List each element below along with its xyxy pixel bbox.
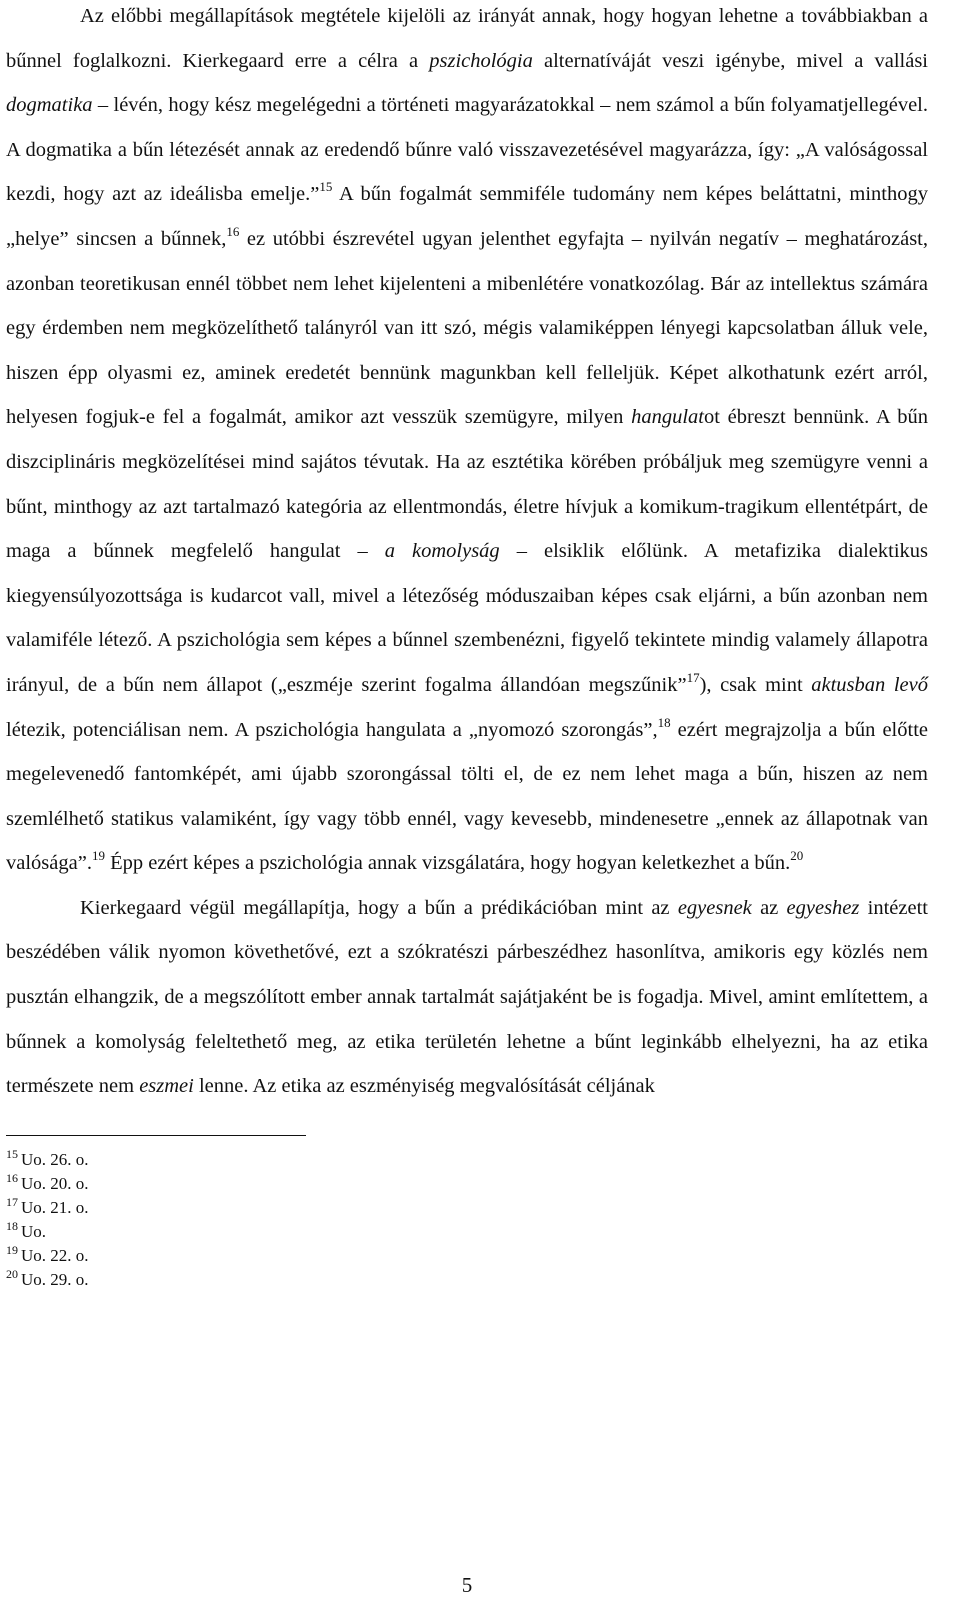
italic-text: egyeshez bbox=[786, 896, 860, 919]
footnote-reference: 16 bbox=[226, 223, 240, 239]
paragraph-text: ot ébreszt bennünk. A bűn diszciplináris megközelítései mind sajátos tévutak. Ha az esztétika körében próbáljuk meg szemügyre venni a bűnt, minthogy az azt tartalmazó kategória az ellentmondás, életre hívjuk a komikum-tragikum ellentétpárt, de maga a bűnnek megfelelő hangulat – bbox=[6, 406, 928, 563]
footnote-reference: 19 bbox=[91, 848, 105, 864]
footnote-number: 15 bbox=[6, 1146, 18, 1161]
body-paragraph bbox=[6, 0, 928, 886]
footnote-text: Uo. 29. o. bbox=[21, 1269, 89, 1289]
footnote-reference: 15 bbox=[319, 179, 333, 195]
footnote bbox=[6, 1148, 928, 1172]
footnote-separator bbox=[6, 1135, 306, 1136]
paragraph-text: – lévén, hogy kész megelégedni a történeti magyarázatokkal – nem számol a bűn folyamatjellegével. A dogmatika a bűn létezését annak az eredendő bűnre való visszavezetésével magyarázza, így: „A valóságossal kezdi, hogy azt az ideálisba emelje.” bbox=[6, 94, 928, 206]
footnote-reference: 20 bbox=[790, 848, 804, 864]
paragraph-text: alternatíváját veszi igénybe, mivel a vallási bbox=[532, 49, 928, 72]
italic-text: pszichológia bbox=[429, 49, 533, 72]
paragraph-text: Épp ezért képes a pszichológia annak vizsgálatára, hogy hogyan keletkezhet a bűn. bbox=[104, 852, 791, 875]
italic-text: a komolyság bbox=[384, 540, 500, 563]
paragraph-text: ), csak mint bbox=[699, 673, 812, 696]
italic-text: dogmatika bbox=[6, 94, 93, 117]
footnote-number: 17 bbox=[6, 1194, 18, 1209]
paragraph-text: Kierkegaard végül megállapítja, hogy a bűn a prédikációban mint az bbox=[80, 896, 678, 919]
footnote-list bbox=[6, 1148, 928, 1292]
footnote bbox=[6, 1220, 928, 1244]
paragraph-text: ezért megrajzolja a bűn előtte megelevenedő fantomképét, ami újabb szorongással tölti el, de ez nem lehet maga a bűn, hiszen az nem szemlélhető statikus valamiként, így vagy több ennél, vagy kevesebb, mindenesetre „ennek az állapotnak van valósága”. bbox=[6, 718, 928, 875]
footnote-number: 19 bbox=[6, 1242, 18, 1257]
footnote-number: 18 bbox=[6, 1218, 18, 1233]
footnote-text: Uo. 21. o. bbox=[21, 1197, 89, 1217]
body-text bbox=[6, 0, 928, 1109]
footnote-text: Uo. 22. o. bbox=[21, 1245, 89, 1265]
paragraph-text: intézett beszédében válik nyomon követhetővé, ezt a szókratészi párbeszédhez hasonlítva, amikoris egy közlés nem pusztán elhangzik, de a megszólított ember annak tartalmát sajátjaként be is fogadja. Mivel, amint említettem, a bűnnek a komolyság feleltethető meg, az etika területén lehetne a bűnt leginkább elhelyezni, ha az etika természete nem bbox=[6, 896, 928, 1098]
italic-text: hangulat bbox=[631, 406, 704, 429]
paragraph-text: létezik, potenciálisan nem. A pszichológia hangulata a „nyomozó szorongás”, bbox=[6, 718, 658, 741]
document-page bbox=[6, 0, 928, 1292]
footnote-text: Uo. 26. o. bbox=[21, 1149, 89, 1169]
footnote-number: 16 bbox=[6, 1170, 18, 1185]
footnote-text: Uo. 20. o. bbox=[21, 1173, 89, 1193]
paragraph-text: az bbox=[751, 896, 787, 919]
footnote-reference: 17 bbox=[686, 669, 700, 685]
footnote-number: 20 bbox=[6, 1266, 18, 1281]
footnote bbox=[6, 1172, 928, 1196]
footnote-text: Uo. bbox=[21, 1221, 47, 1241]
footnote bbox=[6, 1244, 928, 1268]
paragraph-text: ez utóbbi észrevétel ugyan jelenthet egyfajta – nyilván negatív – meghatározást, azonban teoretikusan ennél többet nem lehet kijelenteni a mibenlétére vonatkozólag. Bár az intellektus számára egy érdemben nem megközelíthető talányról van itt szó, mégis valamiképpen lényegi kapcsolatban álluk vele, hiszen épp olyasmi ez, aminek eredetét bennünk magunkban kell felleljük. Képet alkothatunk ezért arról, helyesen fogjuk-e fel a fogalmát, amikor azt vesszük szemügyre, milyen bbox=[6, 227, 929, 429]
paragraph-text: A bűn fogalmát semmiféle tudomány nem képes beláttatni, minthogy „helye” sincsen a bűnnek, bbox=[6, 183, 929, 250]
footnote-reference: 18 bbox=[657, 714, 671, 730]
footnote bbox=[6, 1196, 928, 1220]
paragraph-text: lenne. Az etika az eszményiség megvalósítását céljának bbox=[193, 1075, 655, 1098]
body-paragraph bbox=[6, 886, 928, 1109]
italic-text: egyesnek bbox=[677, 896, 752, 919]
italic-text: eszmei bbox=[139, 1075, 194, 1098]
page-number: 5 bbox=[461, 1573, 473, 1597]
italic-text: aktusban levő bbox=[811, 673, 928, 696]
paragraph-text: Az előbbi megállapítások megtétele kijelöli az irányát annak, hogy hogyan lehetne a továbbiakban a bűnnel foglalkozni. Kierkegaard erre a célra a bbox=[6, 5, 928, 72]
paragraph-text: – elsiklik előlünk. A metafizika dialektikus kiegyensúlyozottsága is kudarcot vall, mivel a létezőség móduszaiban képes csak eljárni, a bűn azonban nem valamiféle létező. A pszichológia sem képes a bűnnel szembenézni, figyelő tekintete mindig valamely állapotra irányul, de a bűn nem állapot („eszméje szerint fogalma állandóan megszűnik” bbox=[6, 540, 929, 696]
footnote bbox=[6, 1268, 928, 1292]
